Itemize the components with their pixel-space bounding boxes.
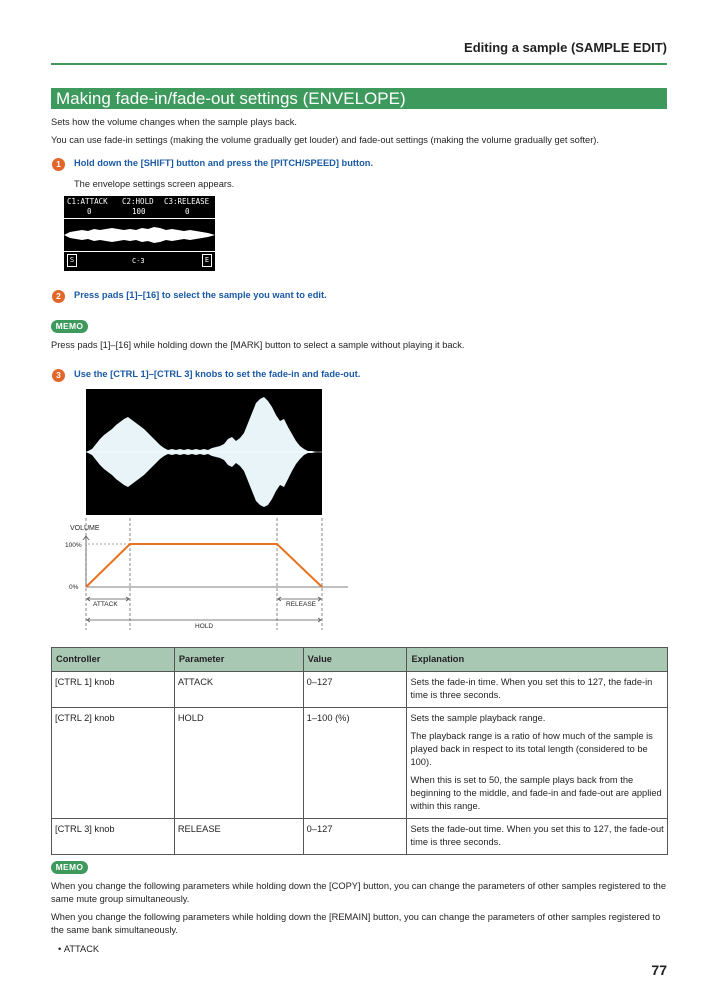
running-header: Editing a sample (SAMPLE EDIT): [464, 40, 667, 55]
step-3-text: Use the [CTRL 1]–[CTRL 3] knobs to set the fade-in and fade-out.: [74, 369, 361, 379]
section-title-bar: [51, 88, 667, 109]
cell-controller: [CTRL 3] knob: [52, 819, 175, 855]
parameter-table: [51, 647, 668, 855]
lcd-divider: [64, 218, 215, 219]
bullet-dot: •: [58, 944, 64, 954]
lcd-value-release: 0: [185, 207, 190, 216]
hold-label: HOLD: [195, 623, 214, 630]
waveform-image: [86, 389, 322, 515]
table-row: [52, 672, 668, 708]
column-header-parameter: Parameter: [174, 648, 303, 672]
page-number: 77: [651, 962, 667, 978]
cell-value: 0–127: [303, 672, 407, 708]
step-2-text: Press pads [1]–[16] to select the sample you want to edit.: [74, 290, 327, 300]
lcd-pitch: C-3: [132, 257, 145, 265]
step-1-text: Hold down the [SHIFT] button and press the [PITCH/SPEED] button.: [74, 158, 374, 168]
cell-parameter: RELEASE: [174, 819, 303, 855]
waveform-graphic: [86, 389, 322, 515]
cell-parameter: ATTACK: [174, 672, 303, 708]
lcd-waveform: [64, 220, 215, 250]
cell-controller: [CTRL 1] knob: [52, 672, 175, 708]
table-row: [52, 708, 668, 819]
lcd-label-release: C3:RELEASE: [164, 197, 210, 206]
memo-badge: MEMO: [51, 861, 88, 874]
cell-explanation: [407, 672, 668, 708]
table-row: [52, 819, 668, 855]
lcd-label-hold: C2:HOLD: [122, 197, 154, 206]
bullet-text: ATTACK: [63, 944, 100, 954]
lcd-value-attack: 0: [87, 207, 92, 216]
cell-controller: [CTRL 2] knob: [52, 708, 175, 819]
bottom-level-label: 0%: [69, 584, 79, 591]
step-1-note: The envelope settings screen appears.: [74, 179, 235, 189]
cell-explanation: [407, 819, 668, 855]
lcd-start-marker: S: [67, 254, 77, 267]
release-label: RELEASE: [286, 601, 316, 608]
cell-parameter: HOLD: [174, 708, 303, 819]
table-header-row: [52, 648, 668, 672]
explanation-text: Sets the fade-out time. When you set this to 127, the fade-out time is three seconds.: [410, 824, 664, 847]
lcd-value-hold: 100: [132, 207, 146, 216]
cell-explanation: [407, 708, 668, 819]
envelope-diagram: [60, 516, 350, 632]
memo-badge: MEMO: [51, 320, 88, 333]
memo-1-text: Press pads [1]–[16] while holding down the [MARK] button to select a sample without playing it back.: [51, 340, 465, 350]
explanation-text: Sets the fade-in time. When you set this to 127, the fade-in time is three seconds.: [410, 677, 653, 700]
attack-label: ATTACK: [93, 601, 118, 608]
column-header-value: Value: [303, 648, 407, 672]
explanation-text: Sets the sample playback range.: [410, 713, 546, 723]
explanation-text: The playback range is a ratio of how much of the sample is played back in respect to its total length (considered to be 100).: [410, 731, 653, 767]
header-rule: [51, 63, 667, 65]
volume-label: VOLUME: [70, 525, 100, 532]
memo-2-paragraph-1: When you change the following parameters while holding down the [COPY] button, you can change the parameters of other samples registered to the same mute group simultaneously.: [51, 881, 666, 904]
envelope-lcd-screen: [64, 196, 215, 271]
step-3-badge: 3: [52, 369, 65, 382]
step-1-badge: 1: [52, 158, 65, 171]
lcd-divider-bottom: [64, 251, 215, 252]
intro-line-1: Sets how the volume changes when the sample plays back.: [51, 117, 297, 127]
top-level-label: 100%: [65, 542, 82, 549]
column-header-controller: Controller: [52, 648, 175, 672]
column-header-explanation: Explanation: [407, 648, 668, 672]
lcd-label-attack: C1:ATTACK: [67, 197, 108, 206]
memo-2-paragraph-2: When you change the following parameters while holding down the [REMAIN] button, you can change the parameters of other samples registered to the same bank simultaneously.: [51, 912, 661, 935]
envelope-line: [86, 544, 322, 587]
cell-value: 1–100 (%): [303, 708, 407, 819]
cell-value: 0–127: [303, 819, 407, 855]
lcd-end-marker: E: [202, 254, 212, 267]
step-2-badge: 2: [52, 290, 65, 303]
intro-line-2: You can use fade-in settings (making the volume gradually get louder) and fade-out settings (making the volume gradually get softer).: [51, 135, 599, 145]
explanation-text: When this is set to 50, the sample plays back from the beginning to the middle, and fade-in and fade-out are applied within this range.: [410, 775, 662, 811]
section-title: Making fade-in/fade-out settings (ENVELOPE): [56, 89, 406, 108]
bullet-item: [58, 943, 99, 956]
